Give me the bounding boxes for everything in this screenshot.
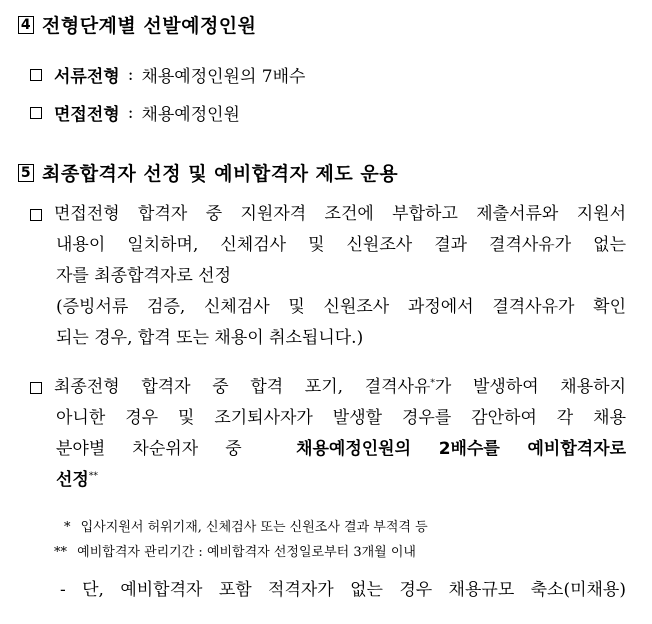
highlighted-text: 선정 [56,470,89,490]
dash-note: - 단, 예비합격자 포함 적격자가 없는 경우 채용규모 축소(미채용) [60,580,626,600]
section5-heading [18,159,398,186]
item-text: 채용예정인원의 7배수 [141,67,306,87]
section4-title: 전형단계별 선발예정인원 [42,15,257,37]
footnote-2 [54,541,416,560]
footnote-text: 예비합격자 관리기간 : 예비합격자 선정일로부터 3개월 이내 [77,545,416,560]
section4-number-box: 4 [18,16,34,34]
item-separator: : [127,64,134,85]
paragraph-line: 분야별 차순위자 중 채용예정인원의 2배수를 예비합격자로 [56,439,627,459]
checkbox-square-icon [30,382,42,394]
item-label: 면접전형 [54,105,120,125]
section5-number-box: 5 [18,164,34,182]
paragraph-line: 되는 경우, 합격 또는 채용이 취소됩니다.) [56,328,364,348]
paragraph-line: 면접전형 합격자 중 지원자격 조건에 부합하고 제출서류와 지원서 [54,204,626,224]
section4-heading [18,11,257,38]
footnote-mark: ** [54,545,67,560]
section4-item-document [30,62,305,87]
checkbox-square-icon [30,69,42,81]
paragraph-line: (증빙서류 검증, 신체검사 및 신원조사 과정에서 결격사유가 확인 [56,297,626,317]
item-label: 서류전형 [54,67,120,87]
paragraph-line: 아니한 경우 및 조기퇴사자가 발생할 경우를 감안하여 각 채용 [56,408,626,428]
item-text: 채용예정인원 [141,105,240,125]
section5-paragraph-1 [30,199,626,354]
item-separator: : [127,102,134,123]
footnote-text: 입사지원서 허위기재, 신체검사 또는 신원조사 결과 부적격 등 [80,520,428,535]
highlighted-text: 채용예정인원의 2배수를 예비합격자로 [296,439,627,459]
section4-item-interview [30,100,240,125]
footnote-marker: * [430,378,435,389]
footnote-marker: ** [88,471,98,482]
section5-paragraph-2 [30,372,626,496]
footnote-1 [64,516,428,535]
section5-title: 최종합격자 선정 및 예비합격자 제도 운용 [42,163,399,185]
paragraph-line: 자를 최종합격자로 선정 [56,266,232,286]
paragraph-line [30,465,626,496]
paragraph-line: 최종전형 합격자 중 합격 포기, 결격사유*가 발생하여 채용하지 [54,377,626,397]
paragraph-line: 내용이 일치하며, 신체검사 및 신원조사 결과 결격사유가 없는 [56,235,626,255]
checkbox-square-icon [30,107,42,119]
footnote-mark: * [64,520,71,535]
checkbox-square-icon [30,209,42,221]
